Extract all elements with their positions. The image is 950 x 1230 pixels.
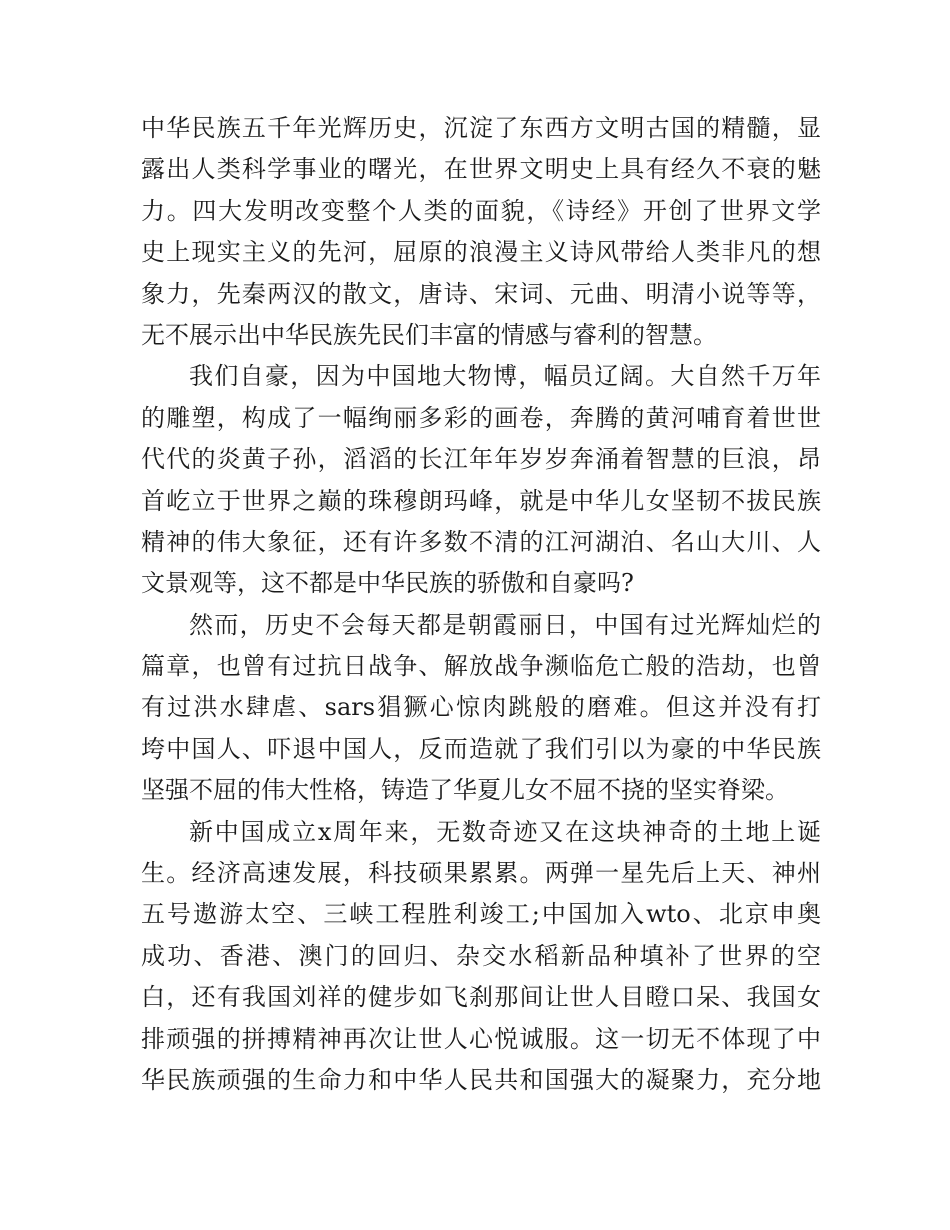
text-line: 华民族顽强的生命力和中华人民共和国强大的凝聚力，充分地 <box>141 1065 821 1094</box>
text-line: 我们自豪，因为中国地大物博，幅员辽阔。大自然千万年 <box>189 362 821 391</box>
text-line: 新中国成立x周年来，无数奇迹又在这块神奇的土地上诞 <box>189 817 821 846</box>
text-line: 成功、香港、澳门的回归、杂交水稻新品种填补了世界的空 <box>141 941 821 970</box>
paragraph <box>141 605 821 812</box>
text-line: 坚强不屈的伟大性格，铸造了华夏儿女不屈不挠的坚实脊梁。 <box>141 776 789 805</box>
text-line: 的雕塑，构成了一幅绚丽多彩的画卷，奔腾的黄河哺育着世世 <box>141 403 821 432</box>
text-line: 象力，先秦两汉的散文，唐诗、宋词、元曲、明清小说等等， <box>141 279 821 308</box>
paragraph <box>141 108 821 356</box>
text-line: 代代的炎黄子孙，滔滔的长江年年岁岁奔涌着智慧的巨浪，昂 <box>141 445 821 474</box>
text-line: 首屹立于世界之巅的珠穆朗玛峰，就是中华儿女坚韧不拔民族 <box>141 486 821 515</box>
document-body <box>141 108 821 1101</box>
text-line: 然而，历史不会每天都是朝霞丽日，中国有过光辉灿烂的 <box>189 610 821 639</box>
text-line: 精神的伟大象征，还有许多数不清的江河湖泊、名山大川、人 <box>141 527 821 556</box>
text-line: 露出人类科学事业的曙光，在世界文明史上具有经久不衰的魅 <box>141 155 821 184</box>
paragraph <box>141 812 821 1102</box>
text-line: 排顽强的拼搏精神再次让世人心悦诚服。这一切无不体现了中 <box>141 1024 821 1053</box>
text-line: 力。四大发明改变整个人类的面貌，《诗经》开创了世界文学 <box>141 196 821 225</box>
text-line: 五号遨游太空、三峡工程胜利竣工;中国加入wto、北京申奥 <box>141 900 821 929</box>
text-line: 文景观等，这不都是中华民族的骄傲和自豪吗? <box>141 569 634 598</box>
text-line: 生。经济高速发展，科技硕果累累。两弹一星先后上天、神州 <box>141 859 821 888</box>
text-line: 篇章，也曾有过抗日战争、解放战争濒临危亡般的浩劫，也曾 <box>141 652 821 681</box>
text-line: 无不展示出中华民族先民们丰富的情感与睿利的智慧。 <box>141 320 717 349</box>
text-line: 中华民族五千年光辉历史，沉淀了东西方文明古国的精髓，显 <box>141 114 821 142</box>
text-line: 垮中国人、吓退中国人，反而造就了我们引以为豪的中华民族 <box>141 734 821 763</box>
paragraph <box>141 356 821 604</box>
text-line: 有过洪水肆虐、sars猖獗心惊肉跳般的磨难。但这并没有打 <box>141 693 821 722</box>
text-line: 白，还有我国刘祥的健步如飞刹那间让世人目瞪口呆、我国女 <box>141 983 821 1012</box>
text-line: 史上现实主义的先河，屈原的浪漫主义诗风带给人类非凡的想 <box>141 238 821 267</box>
